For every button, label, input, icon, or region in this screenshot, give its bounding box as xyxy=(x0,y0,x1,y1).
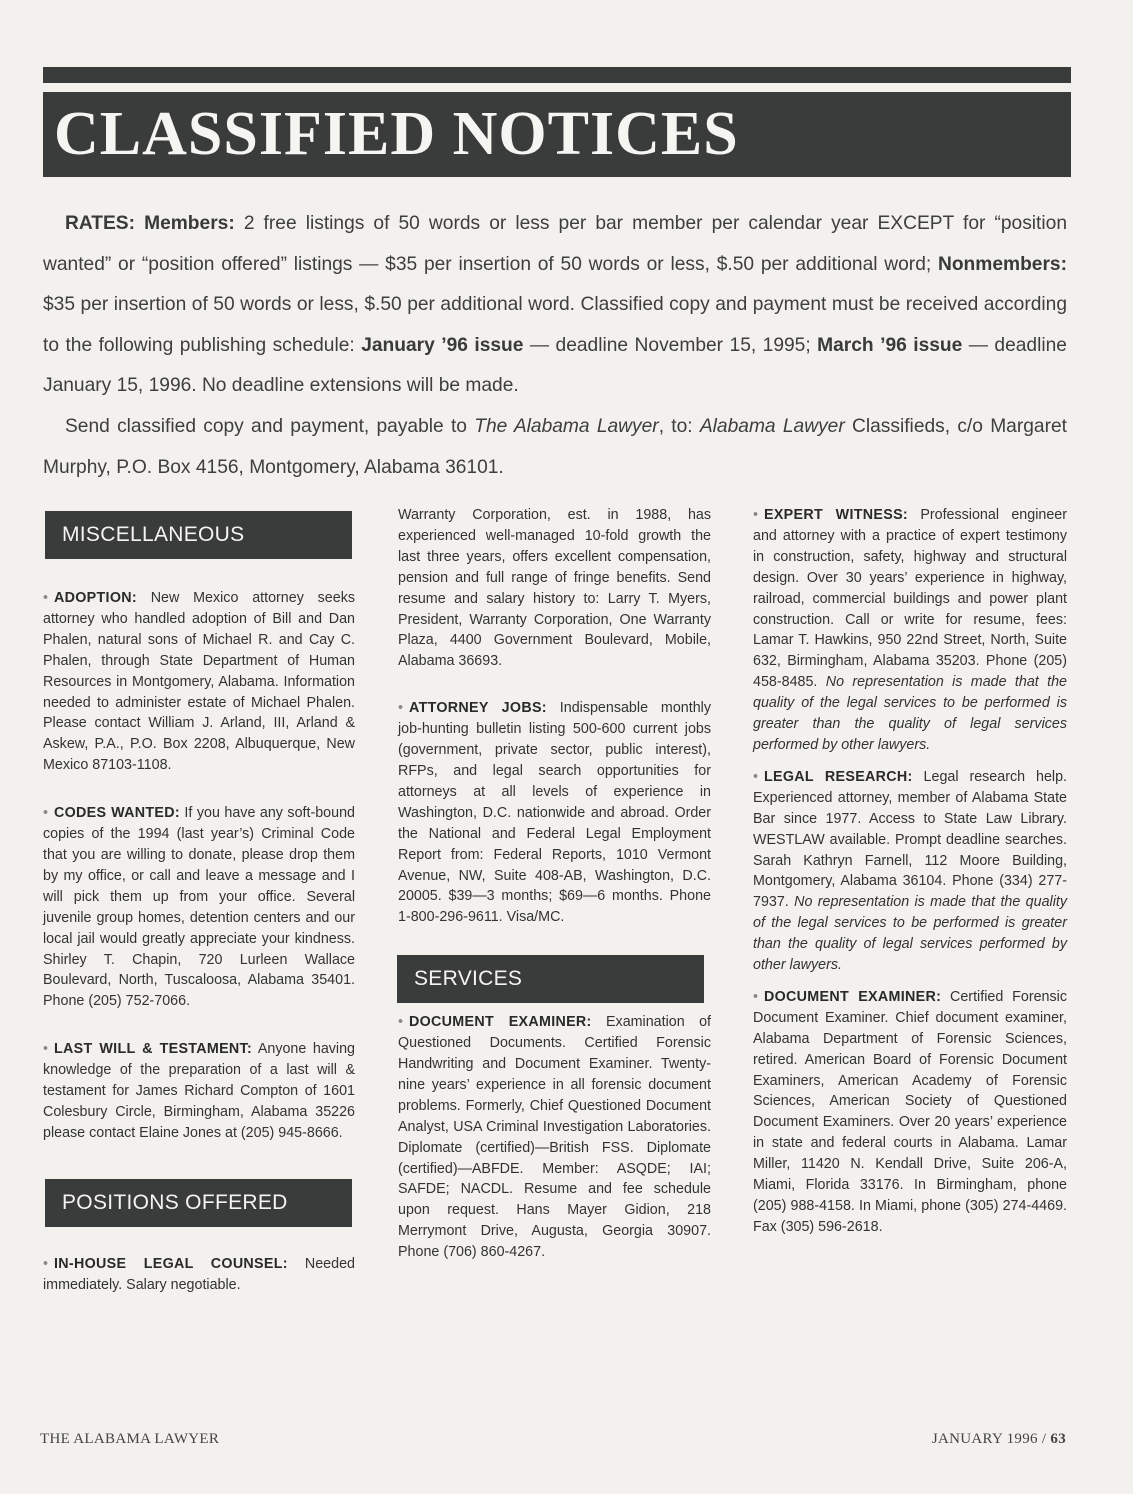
listing-text: New Mexico attorney seeks attorney who handled adoption of Bill and Dan Phalen, natural sons of Michael R. and Cay C. Phalen, through State Department of Human Resources in Montgomery, Alabama. Information needed to administer estate of Michael Phalen. Please contact William J. Arland, III, Arland & Askew, P.A., P.O. Box 2208, Albuquerque, New Mexico 87103-1108. xyxy=(43,590,355,774)
page-number: 63 xyxy=(1050,1431,1066,1447)
listing-text: Certified Forensic Document Examiner. Chief document examiner, Alabama Department of Forensic Sciences, retired. American Board of Forensic Document Examiners, American Academy of Forensic Sciences, American Society of Questioned Document Examiners. Over 20 years’ experience in state and federal courts in Alabama. Lamar Miller, 11420 N. Kendall Drive, Suite 206-A, Miami, Florida 33176. In Birmingham, phone (205) 988-4158. In Miami, phone (305) 274-4469. Fax (305) 596-2618. xyxy=(753,988,1067,1235)
send-address: Classifieds, c/o Margaret Murphy, P.O. Box 4156, Montgomery, Alabama 36101. xyxy=(43,415,1067,478)
listing-text: Anyone having knowledge of the preparation of a last will & testament for James Richard Compton of 1601 Colesbury Circle, Birmingham, Alabama 35226 please contact Elaine Jones at (205) 945-8666. xyxy=(43,1041,356,1141)
march-issue: March ’96 issue xyxy=(817,334,963,356)
rates-paragraph xyxy=(43,204,1067,407)
listing-adoption xyxy=(43,588,355,776)
header-rule xyxy=(43,67,1071,83)
column-right xyxy=(753,505,1067,1238)
listing-disclaimer: No representation is made that the quality of the legal services to be performed is greater than the quality of legal services performed by other lawyers. xyxy=(753,674,1067,753)
listing-disclaimer: No representation is made that the quality of the legal services to be performed is greater than the quality of legal services performed by other lawyers. xyxy=(753,894,1067,974)
send-paragraph xyxy=(43,407,1067,488)
rates-label: RATES: xyxy=(65,213,135,234)
listing-in-house-counsel-continued xyxy=(398,505,711,672)
section-heading-positions-offered: POSITIONS OFFERED xyxy=(45,1179,352,1227)
listing-text: Legal research help. Experienced attorney, member of Alabama State Bar since 1977. Access to State Law Library. WESTLAW available. Prompt deadline searches. Sarah Kathryn Farnell, 112 Moore Building, Montgomery, Alabama 36104. Phone (334) 277-7937. xyxy=(753,768,1067,911)
listing-label: LAST WILL & TESTAMENT: xyxy=(54,1041,253,1058)
publication-name: The Alabama Lawyer xyxy=(474,415,659,437)
members-text: 2 free listings of 50 words or less per bar member per calendar year EXCEPT for “position wanted” or “position offered” listings — $35 per insertion of 50 words or less, $.50 per additional word; xyxy=(43,213,1067,275)
rates-block xyxy=(43,204,1067,488)
footer-page-info xyxy=(932,1431,1066,1448)
listing-attorney-jobs xyxy=(398,698,711,928)
listing-expert-witness xyxy=(753,505,1067,756)
listing-legal-research xyxy=(753,767,1067,976)
section-heading-miscellaneous: MISCELLANEOUS xyxy=(45,511,352,559)
column-left xyxy=(43,505,355,1296)
nonmembers-text: $35 per insertion of 50 words or less, $.50 per additional word. Classified copy and payment must be received according to the following publishing schedule: xyxy=(43,294,1067,356)
listing-text: Needed immediately. Salary negotiable. xyxy=(43,1255,355,1293)
bullet: • xyxy=(753,507,759,523)
bullet: • xyxy=(43,590,49,606)
listing-text: Examination of Questioned Documents. Certified Forensic Handwriting and Document Examiner. Twenty-nine years’ experience in all forensic document problems. Formerly, Chief Questioned Document Analyst, USA Criminal Investigation Laboratories. Diplomate (certified)—British FSS. Diplomate (certified)—ABFDE. Member: ASQDE; IAI; SAFDE; NACDL. Resume and fee schedule upon request. Hans Mayer Gidion, 218 Merrymont Drive, Augusta, Georgia 30907. Phone (706) 860-4267. xyxy=(398,1014,711,1261)
listing-label: DOCUMENT EXAMINER: xyxy=(409,1014,592,1031)
bullet: • xyxy=(753,768,759,785)
listing-label: EXPERT WITNESS: xyxy=(764,507,908,523)
march-deadline: — deadline January 15, 1996. No deadline extensions will be made. xyxy=(43,334,1067,397)
bullet: • xyxy=(43,1255,49,1272)
bullet: • xyxy=(398,700,404,717)
footer-issue: JANUARY 1996 / xyxy=(931,1431,1051,1447)
column-middle xyxy=(398,505,711,1263)
listing-document-examiner xyxy=(753,987,1067,1238)
listing-label: ADOPTION: xyxy=(54,590,137,606)
january-deadline: — deadline November 15, 1995; xyxy=(523,334,818,356)
listing-codes-wanted xyxy=(43,803,355,1012)
listing-text: Warranty Corporation, est. in 1988, has experienced well-managed 10-fold growth the last three years, offers excellent compensation, pension and full range of fringe benefits. Send resume and salary history to: Larry T. Myers, President, Warranty Corporation, One Warranty Plaza, 4400 Government Boulevard, Mobile, Alabama 36693. xyxy=(398,507,711,670)
members-label: Members: xyxy=(144,213,235,234)
listing-label: ATTORNEY JOBS: xyxy=(409,700,547,717)
send-text: Send classified copy and payment, payable to xyxy=(65,415,475,437)
publication-name: Alabama Lawyer xyxy=(699,415,845,437)
listing-label: LEGAL RESEARCH: xyxy=(764,768,913,785)
listing-text: Professional engineer and attorney with a practice of expert testimony in construction, safety, highway and structural design. Over 30 years’ experience in highway, railroad, commercial buildings and power plant construction. Call or write for resume, fees: Lamar T. Hawkins, 950 22nd Street, North, Suite 632, Birmingham, Alabama 35203. Phone (205) 458-8485. xyxy=(753,507,1067,691)
footer-publication: THE ALABAMA LAWYER xyxy=(40,1431,220,1447)
title-banner xyxy=(43,92,1071,177)
send-text: , to: xyxy=(658,415,700,437)
listing-label: CODES WANTED: xyxy=(54,805,180,822)
january-issue: January ’96 issue xyxy=(361,334,524,356)
listing-text: Indispensable monthly job-hunting bulletin listing 500-600 current jobs (government, private sector, public interest), RFPs, and legal search opportunities for attorneys at all levels of experience in Washington, D.C. nationwide and abroad. Order the National and Federal Legal Employment Report from: Federal Reports, 1010 Vermont Avenue, NW, Suite 408-AB, Washington, D.C. 20005. $39—3 months; $69—6 months. Phone 1-800-296-9611. Visa/MC. xyxy=(398,700,711,926)
listing-document-examiner xyxy=(398,1012,711,1263)
listing-in-house-counsel xyxy=(43,1254,355,1296)
nonmembers-label: Nonmembers: xyxy=(937,253,1067,275)
listing-label: DOCUMENT EXAMINER: xyxy=(764,988,942,1005)
bullet: • xyxy=(43,805,49,822)
bullet: • xyxy=(398,1014,404,1031)
section-heading-services: SERVICES xyxy=(397,955,704,1003)
listing-text: If you have any soft-bound copies of the 1994 (last year’s) Criminal Code that you are willing to donate, please drop them by my office, or call and leave a message and I will pick them up from your office. Several juvenile group homes, detention centers and our local jail would greatly appreciate your kindness. Shirley T. Chapin, 720 Lurleen Wallace Boulevard, North, Tuscaloosa, Alabama 35401. Phone (205) 752-7066. xyxy=(43,805,355,1010)
bullet: • xyxy=(753,988,759,1005)
bullet: • xyxy=(43,1041,49,1058)
listing-last-will xyxy=(43,1039,355,1144)
page-title: CLASSIFIED NOTICES xyxy=(54,100,739,168)
listing-label: IN-HOUSE LEGAL COUNSEL: xyxy=(54,1255,288,1272)
